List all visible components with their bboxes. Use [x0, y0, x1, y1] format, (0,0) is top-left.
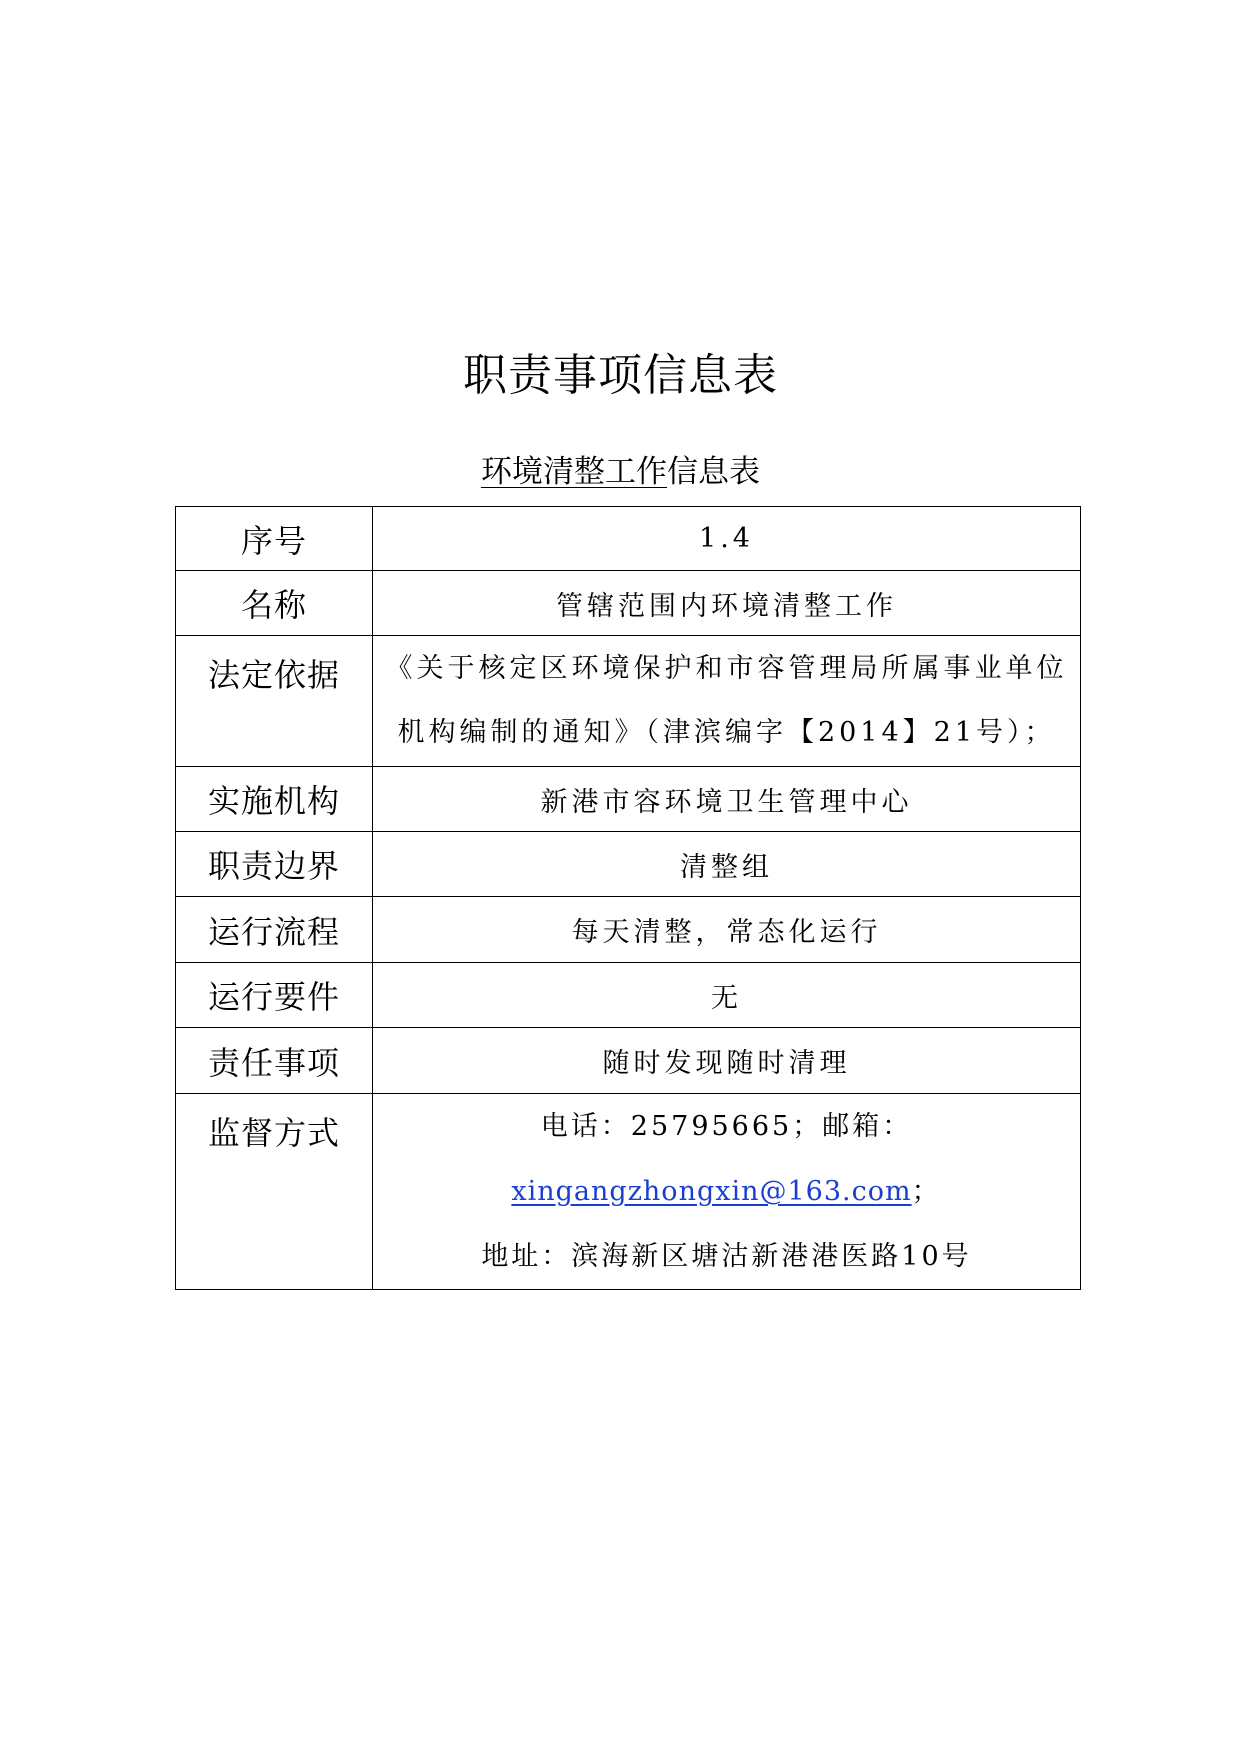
- row-label-legal-basis: 法定依据: [176, 636, 373, 767]
- info-table: [175, 506, 1081, 1290]
- supervision-address-line: 地址：滨海新区塘沽新港港医路10号: [481, 1241, 972, 1272]
- row-label-requirements: 运行要件: [176, 963, 373, 1028]
- table-title: [0, 452, 1241, 492]
- row-value-name: 管辖范围内环境清整工作: [373, 571, 1081, 636]
- row-label-process: 运行流程: [176, 897, 373, 963]
- table-row: [176, 571, 1081, 636]
- document-title: 职责事项信息表: [463, 350, 778, 401]
- row-label-name: 名称: [176, 571, 373, 636]
- row-label-serial: 序号: [176, 507, 373, 571]
- supervision-email-line: [373, 1159, 1080, 1224]
- row-value-supervision: [373, 1094, 1081, 1290]
- row-value-serial: 1.4: [373, 507, 1081, 571]
- table-title-underlined: 环境清整工作: [481, 454, 667, 490]
- row-value-legal-basis: 《关于核定区环境保护和市容管理局所属事业单位机构编制的通知》（津滨编字【2014】21号）；: [373, 636, 1081, 767]
- table-row: [176, 897, 1081, 963]
- table-row: [176, 636, 1081, 767]
- supervision-phone-line: 电话：25795665；邮箱：: [540, 1111, 913, 1142]
- row-value-agency: 新港市容环境卫生管理中心: [373, 767, 1081, 832]
- row-label-boundary: 职责边界: [176, 832, 373, 897]
- email-link[interactable]: xingangzhongxin@163.com: [511, 1176, 912, 1207]
- table-row: [176, 507, 1081, 571]
- table-title-rest: 信息表: [667, 454, 760, 490]
- row-value-requirements: 无: [373, 963, 1081, 1028]
- row-value-boundary: 清整组: [373, 832, 1081, 897]
- table-row: [176, 1094, 1081, 1290]
- row-label-agency: 实施机构: [176, 767, 373, 832]
- table-row: [176, 832, 1081, 897]
- email-suffix: ；: [911, 1176, 942, 1207]
- row-value-responsibility: 随时发现随时清理: [373, 1028, 1081, 1094]
- table-row: [176, 963, 1081, 1028]
- row-label-supervision: 监督方式: [176, 1094, 373, 1290]
- row-value-process: 每天清整，常态化运行: [373, 897, 1081, 963]
- table-row: [176, 1028, 1081, 1094]
- table-row: [176, 767, 1081, 832]
- row-label-responsibility: 责任事项: [176, 1028, 373, 1094]
